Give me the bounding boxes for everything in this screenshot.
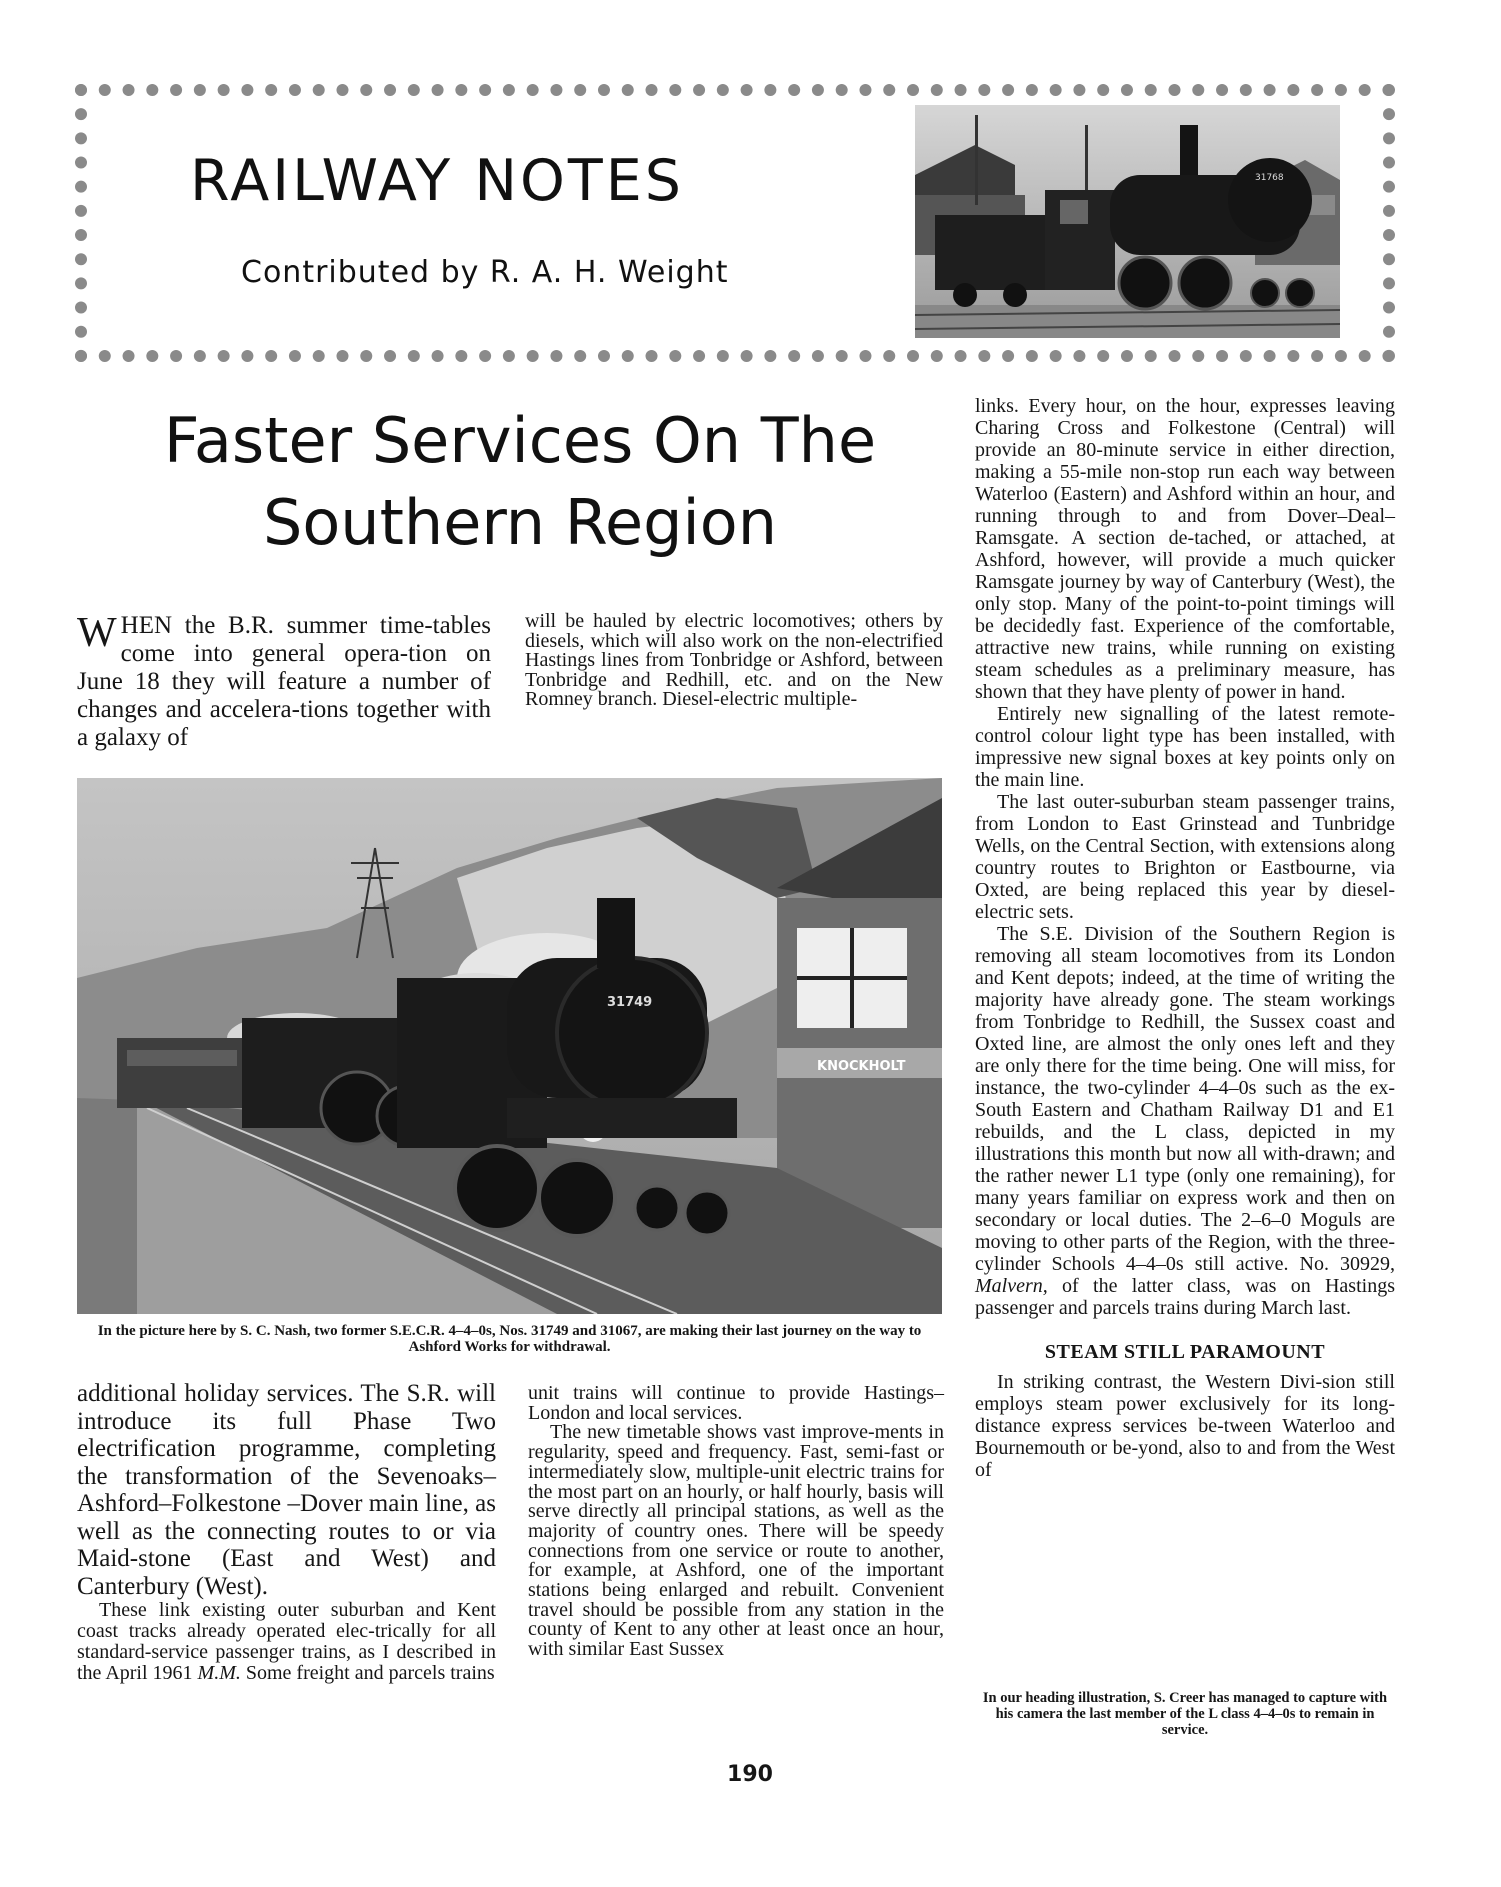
loco-number-plate: 31749 [607, 995, 653, 1010]
column-3-para-2: Entirely new signalling of the latest remote-control colour light type has been installed, with impressive new signal boxes at key points only on the main line. [975, 703, 1395, 791]
contributor-line: Contributed by R. A. H. Weight [241, 255, 729, 290]
column-1-bottom [77, 1380, 496, 1684]
drop-cap: W [77, 610, 117, 656]
column-3-para-1: links. Every hour, on the hour, expresses leaving Charing Cross and Folkestone (Central) will provide an 80-minute service in either direction, making a 55-mile non-stop run each way between Waterloo (Eastern) and Ashford within an hour, and running through to and from Dover–Deal–Ramsgate. A section de-tached, or attached, at Ashford, however, will provide a much quicker Ramsgate journey by way of Canterbury (West), the only stop. Many of the point-to-point timings will be decidedly fast. Experience of the comfortable, attractive new trains, while running on existing steam schedules as a preliminary measure, has shown that they have plenty of power in hand. [975, 395, 1395, 703]
headline-line-2: Southern Region [263, 486, 777, 559]
heading-photo-locomotive [915, 105, 1340, 338]
column-2-top [525, 612, 943, 710]
heading-illustration-caption: In our heading illustration, S. Creer has managed to capture with his camera the last member of the L class 4–4–0s to remain in service. [982, 1690, 1388, 1738]
column-2-bottom-para-1: unit trains will continue to provide Hastings–London and local services. [528, 1382, 944, 1424]
page-number: 190 [727, 1762, 773, 1787]
column-2-bottom [528, 1384, 944, 1660]
article-headline [90, 400, 950, 564]
magazine-abbrev: M.M. [197, 1662, 241, 1684]
column-1-bottom-para-1: additional holiday services. The S.R. will introduce its full Phase Two electrification programme, completing the transformation of the Sevenoaks–Ashford–Folkestone –Dover main line, as well as the connecting routes to or via Maid-stone (East and West) and Canterbury (West). [77, 1380, 496, 1600]
column-1-bottom-para-2: These link existing outer suburban and Kent coast tracks already operated elec-trically for all standard-service passenger trains, as I described in the April 1961 M.M. Some freight and parcels trains [77, 1599, 496, 1684]
column-2-bottom-para-2: The new timetable shows vast improve-ments in regularity, speed and frequency. Fast, semi-fast or intermediately slow, multiple-unit electric trains for the most part on an hourly, or half hourly, basis will serve directly all principal stations, as well as the majority of country ones. There will be speedy connections from one service or route to another, for example, at Ashford, one of the important stations being enlarged and rebuilt. Convenient travel should be possible from any station in the county of Kent to any other at least once an hour, with similar East Sussex [528, 1421, 944, 1661]
lead-text: HEN the B.R. summer time-tables come into general opera-tion on June 18 they will feature a number of changes and accelera-tions together with a galaxy of [77, 612, 491, 751]
section-title: RAILWAY NOTES [190, 148, 684, 214]
lead-paragraph [77, 612, 491, 752]
main-photo-train [77, 778, 942, 1314]
subheading-steam-still-paramount: STEAM STILL PARAMOUNT [1044, 1341, 1326, 1363]
locomotive-illustration [915, 105, 1340, 338]
main-photo-caption: In the picture here by S. C. Nash, two former S.E.C.R. 4–4–0s, Nos. 31749 and 31067, are making their last journey on the way to Ashford Works for withdrawal. [97, 1323, 922, 1355]
column-3-para-4: The S.E. Division of the Southern Region is removing all steam locomotives from its London and Kent depots; indeed, at the time of writing the majority have already gone. The steam workings from Tonbridge to Redhill, the Sussex coast and Oxted line, are almost the only ones left and they are only there for the time being. One will miss, for instance, the two-cylinder 4–4–0s such as the ex-South Eastern and Chatham Railway D1 and E1 rebuilds, and the L class, depicted in my illustrations this month but now all with-drawn; and the rather newer L1 type (only one remaining), for many years familiar on express work and then on secondary or local duties. The 2–6–0 Moguls are moving to other parts of the Region, with the three-cylinder Schools 4–4–0s still active. No. 30929, Malvern, of the latter class, was on Hastings passenger and parcels trains during March last. [975, 923, 1395, 1319]
train-illustration [77, 778, 942, 1314]
station-sign-text: KNOCKHOLT [817, 1059, 906, 1074]
heading-loco-number: 31768 [1255, 173, 1284, 183]
headline-line-1: Faster Services On The [163, 404, 877, 477]
column-2-top-text: will be hauled by electric locomotives; others by diesels, which will also work on the non-electrified Hastings lines from Tonbridge or Ashford, between Tonbridge and Redhill, etc. and on the New Romney branch. Diesel-electric multiple- [525, 610, 943, 710]
column-3 [975, 395, 1395, 1481]
loco-name-malvern: Malvern, [975, 1275, 1048, 1297]
column-3-para-3: The last outer-suburban steam passenger trains, from London to East Grinstead and Tunbridge Wells, on the Central Section, with extensions along country routes to Brighton or Eastbourne, via Oxted, are being replaced this year by diesel-electric sets. [975, 791, 1395, 923]
column-3-para-5: In striking contrast, the Western Divi-sion still employs steam power exclusively for its long-distance express services be-tween Waterloo and Bournemouth or be-yond, also to and from the West of [975, 1371, 1395, 1481]
